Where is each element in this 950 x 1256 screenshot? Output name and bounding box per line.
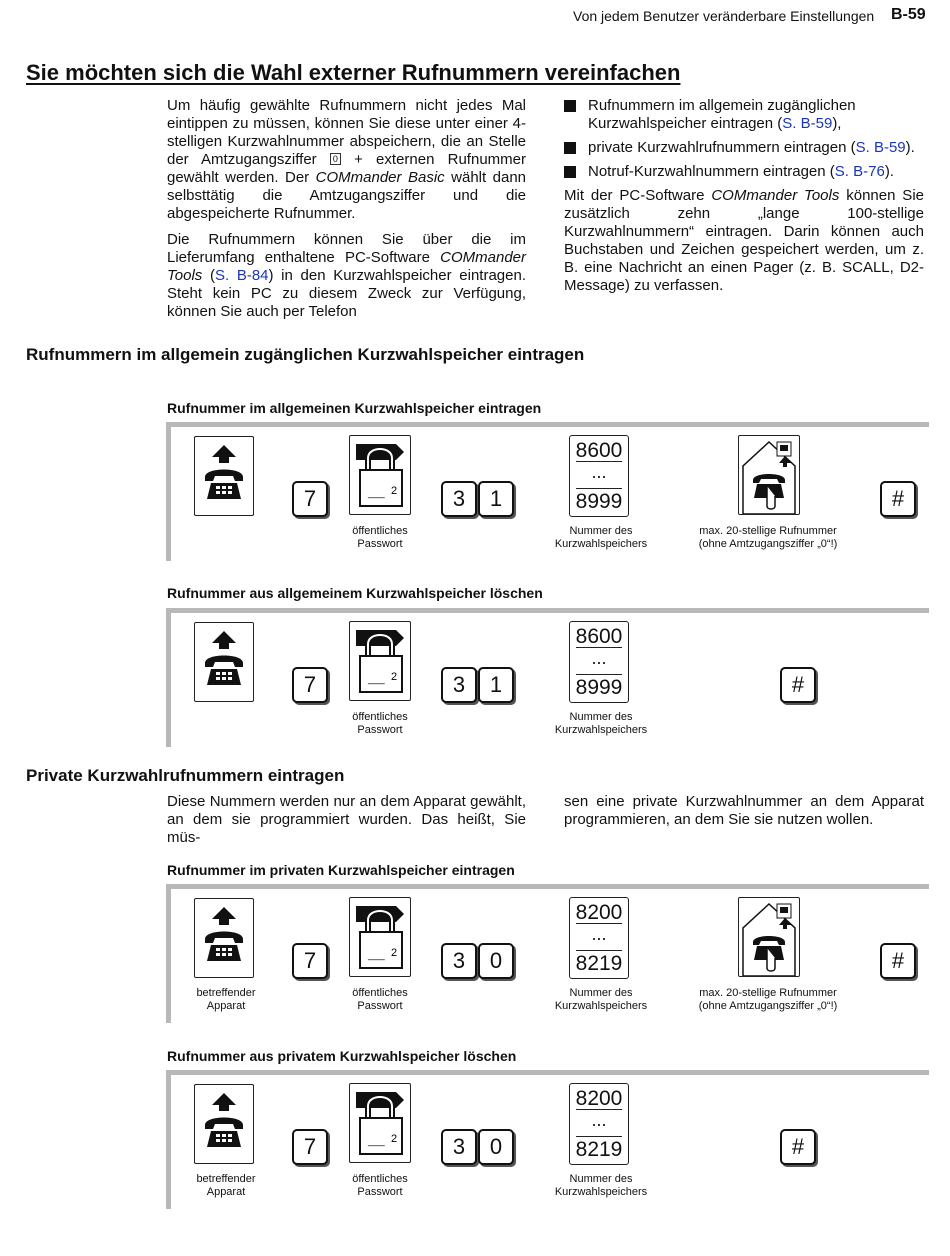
key-hash: # bbox=[880, 481, 916, 517]
link-s-b-84[interactable]: S. B-84 bbox=[214, 267, 269, 284]
section-heading-general: Rufnummern im allgemein zugänglichen Kurzwahlspeicher eintragen bbox=[26, 345, 585, 364]
caption-password: öffentliches Passwort bbox=[352, 711, 408, 736]
intro-right-paragraph: Mit der PC-Software COMmander Tools können Sie zusätzlich zehn „lange 100-stellige Kurzwahlnummern“ eintragen. Darin können auch Buchstaben und Zeichen gespeichert werden, um z. B. eine Nachricht an einen Pager (z. B. SCALL, D2-Message) zu verfassen. bbox=[564, 187, 924, 294]
key-1: 1 bbox=[478, 481, 514, 517]
lift-handset-icon bbox=[194, 898, 254, 978]
private-text-left: Diese Nummern werden nur an dem Apparat gewählt, an dem sie programmiert wurden. Das heißt, Sie müs- bbox=[167, 793, 526, 846]
caption-range: Nummer des Kurzwahlspeichers bbox=[554, 525, 648, 550]
key-7: 7 bbox=[292, 943, 328, 979]
procedure-panel-general-enter bbox=[166, 422, 929, 561]
amt-key-0-icon: 0 bbox=[330, 153, 341, 165]
procedure-panel-general-delete bbox=[166, 608, 929, 747]
range-box: 8600 ... 8999 bbox=[569, 621, 629, 703]
lift-handset-icon bbox=[194, 436, 254, 516]
lift-handset-icon bbox=[194, 622, 254, 702]
key-3: 3 bbox=[441, 481, 477, 517]
private-text-right: sen eine private Kurzwahlnummer an dem Apparat programmieren, an dem Sie sie nutzen wollen. bbox=[564, 793, 924, 828]
bullet-square-icon bbox=[564, 142, 576, 154]
link-s-b-59[interactable]: S. B-59 bbox=[855, 139, 906, 156]
bullet-square-icon bbox=[564, 166, 576, 178]
range-box: 8600 ... 8999 bbox=[569, 435, 629, 517]
key-hash: # bbox=[780, 1129, 816, 1165]
caption-password: öffentliches Passwort bbox=[352, 1173, 408, 1198]
key-7: 7 bbox=[292, 667, 328, 703]
link-s-b-76[interactable]: S. B-76 bbox=[834, 163, 885, 180]
caption-range: Nummer des Kurzwahlspeichers bbox=[554, 987, 648, 1012]
key-3: 3 bbox=[441, 943, 477, 979]
caption-range: Nummer des Kurzwahlspeichers bbox=[554, 1173, 648, 1198]
house-phone-dial-icon bbox=[738, 897, 800, 977]
key-0: 0 bbox=[478, 943, 514, 979]
page-number: B-59 bbox=[891, 6, 926, 23]
subheading-general-enter: Rufnummer im allgemeinen Kurzwahlspeicher eintragen bbox=[167, 400, 542, 416]
lift-handset-icon bbox=[194, 1084, 254, 1164]
intro-paragraph-1: Um häufig gewählte Rufnummern nicht jedes Mal eintippen zu müssen, können Sie diese unter einer 4-stelligen Kurzwahlnummer abspeichern, die an Stelle der Amtzugangsziffer 0 + externen Rufnummer gewählt werden. Der COMmander Basic wählt dann selbsttätig die Amtzugangsziffer und die abgespeicherte Rufnummer. bbox=[167, 97, 526, 222]
section-heading-private: Private Kurzwahlrufnummern eintragen bbox=[26, 766, 345, 785]
caption-password: öffentliches Passwort bbox=[352, 987, 408, 1012]
caption-range: Nummer des Kurzwahlspeichers bbox=[554, 711, 648, 736]
caption-number: max. 20-stellige Rufnummer (ohne Amtzugangsziffer „0“!) bbox=[698, 987, 838, 1012]
running-header-title: Von jedem Benutzer veränderbare Einstellungen bbox=[573, 8, 875, 24]
procedure-panel-private-enter bbox=[166, 884, 929, 1023]
padlock-password-icon bbox=[349, 621, 411, 701]
key-7: 7 bbox=[292, 1129, 328, 1165]
key-hash: # bbox=[780, 667, 816, 703]
padlock-password-icon bbox=[349, 435, 411, 515]
key-1: 1 bbox=[478, 667, 514, 703]
page-title: Sie möchten sich die Wahl externer Rufnummern vereinfachen bbox=[26, 60, 681, 85]
key-7: 7 bbox=[292, 481, 328, 517]
caption-phone: betreffender Apparat bbox=[196, 1173, 256, 1198]
intro-paragraph-2: Die Rufnummern können Sie über die im Lieferumfang enthaltene PC-Software COMmander Tools (S. B-84) in den Kurzwahlspeicher eintragen. Steht kein PC zu diesem Zweck zur Verfügung, können Sie auch per Telefon bbox=[167, 231, 526, 320]
range-box: 8200 ... 8219 bbox=[569, 897, 629, 979]
caption-password: öffentliches Passwort bbox=[352, 525, 408, 550]
bullet-item: Notruf-Kurzwahlnummern eintragen (S. B-76). bbox=[564, 163, 924, 181]
subheading-private-enter: Rufnummer im privaten Kurzwahlspeicher eintragen bbox=[167, 862, 515, 878]
range-box: 8200 ... 8219 bbox=[569, 1083, 629, 1165]
subheading-private-delete: Rufnummer aus privatem Kurzwahlspeicher löschen bbox=[167, 1048, 517, 1064]
key-3: 3 bbox=[441, 667, 477, 703]
key-hash: # bbox=[880, 943, 916, 979]
intro-right-column bbox=[564, 97, 924, 295]
key-3: 3 bbox=[441, 1129, 477, 1165]
subheading-general-delete: Rufnummer aus allgemeinem Kurzwahlspeicher löschen bbox=[167, 585, 543, 601]
caption-number: max. 20-stellige Rufnummer (ohne Amtzugangsziffer „0“!) bbox=[698, 525, 838, 550]
intro-left-column bbox=[167, 97, 526, 329]
house-phone-dial-icon bbox=[738, 435, 800, 515]
bullet-item: Rufnummern im allgemein zugänglichen Kurzwahlspeicher eintragen (S. B-59), bbox=[564, 97, 924, 133]
padlock-password-icon bbox=[349, 897, 411, 977]
key-0: 0 bbox=[478, 1129, 514, 1165]
link-s-b-59[interactable]: S. B-59 bbox=[782, 115, 833, 132]
caption-phone: betreffender Apparat bbox=[196, 987, 256, 1012]
padlock-password-icon bbox=[349, 1083, 411, 1163]
procedure-panel-private-delete bbox=[166, 1070, 929, 1209]
bullet-square-icon bbox=[564, 100, 576, 112]
bullet-item: private Kurzwahlrufnummern eintragen (S. B-59). bbox=[564, 139, 924, 157]
